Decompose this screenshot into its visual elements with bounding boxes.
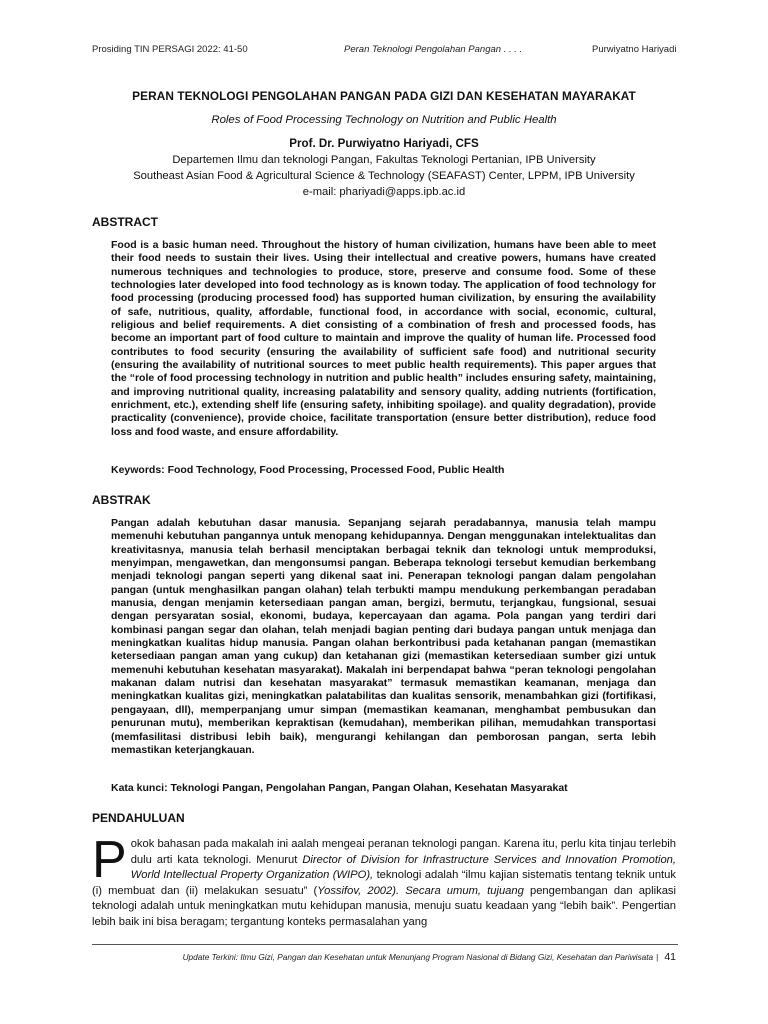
affiliation-1: Departemen Ilmu dan teknologi Pangan, Fakultas Teknologi Pertanian, IPB University xyxy=(172,154,596,166)
author-email: e-mail: phariyadi@apps.ipb.ac.id xyxy=(302,186,466,198)
introduction-heading: PENDAHULUAN xyxy=(92,811,185,825)
footer-text: Update Terkini: Ilmu Gizi, Pangan dan Kesehatan untuk Menunjang Program Nasional di Bidang Gizi, Kesehatan dan Pariwisata xyxy=(182,952,654,962)
author-name: Prof. Dr. Purwiyatno Hariyadi, CFS xyxy=(289,137,479,150)
intro-text-5: pengembangan dan aplikasi teknologi adalah untuk meningkatkan mutu kehidupan manusia, menuju suatu keadaan yang “lebih baik”. Pengertian lebih baik ini bisa beragam; tergantung konteks permasalahan yang xyxy=(92,884,677,928)
intro-text-2: Director of Division for Infrastructure Services and Innovation Promotion, World Intellectual Property Organization (WIPO), xyxy=(130,853,677,882)
paper-subtitle: Roles of Food Processing Technology on Nutrition and Public Health xyxy=(211,114,557,126)
abstrak-keywords: Kata kunci: Teknologi Pangan, Pengolahan Pangan, Pangan Olahan, Kesehatan Masyarakat xyxy=(111,782,568,794)
running-header-middle: Peran Teknologi Pengolahan Pangan . . . . xyxy=(344,44,523,55)
page-number: 41 xyxy=(664,951,676,963)
abstrak-text: Pangan adalah kebutuhan dasar manusia. Sepanjang sejarah peradabannya, manusia telah mampu memenuhi kebutuhan pangannya untuk menopang kehidupannya. Dengan menggunakan intelektualitas dan kreativitasnya, manusia telah berhasil menciptakan berbagai teknik dan teknologi untuk memproduksi, menyimpan, mengawetkan, dan mengonsumsi pangan. Beberapa teknologi tersebut kemudian berkembang menjadi teknologi pangan seperti yang dikenal saat ini. Penerapan teknologi pangan dalam pengolahan pangan (untuk menghasilkan pangan olahan) telah terbukti mampu mendukung perkembangan peradaban manusia, dengan menjamin ketersediaan pangan aman, bergizi, bermutu, terjangkau, fungsional, sesuai dengan persyaratan sosial, ekonomi, budaya, kepercayaan dan agama. Pola pangan yang terdiri dari kombinasi pangan segar dan olahan, telah menjadi bagian penting dari budaya pangan untuk menjaga dan meningkatkan kualitas hidup manusia. Pangan olahan berkontribusi pada ketahanan pangan (memastikan ketersediaan pangan aman yang cukup) dan ketahanan gizi (memastikan ketersediaan sumber gizi untuk memenuhi kebutuhan kesehatan masyarakat). Makalah ini berpendapat bahwa “peran teknologi pengolahan makanan dalam nutrisi dan kesehatan masyarakat” termasuk memastikan keamanan, menjaga dan meningkatkan kualitas gizi, meningkatkan palatabilitas dan kualitas sensorik, menambahkan gizi (fortifikasi, pengayaan, dll), memperpanjang umur simpan (memastikan keamanan, menghambat pembusukan dan penurunan mutu), memberikan kepraktisan (kemudahan), memberikan pilihan, memudahkan transportasi (memfasilitasi distribusi lebih baik), mengurangi kehilangan dan pemborosan pangan, serta lebih memastikan keterjangkauan. xyxy=(111,517,656,756)
running-header-left: Prosiding TIN PERSAGI 2022: 41-50 xyxy=(92,44,248,55)
paper-title: PERAN TEKNOLOGI PENGOLAHAN PANGAN PADA GIZI DAN KESEHATAN MAYARAKAT xyxy=(132,89,636,103)
abstract-heading: ABSTRACT xyxy=(92,215,158,229)
abstract-text: Food is a basic human need. Throughout the history of human civilization, humans have been able to meet their food needs to sustain their lives. Using their intellectual and creative powers, humans have created numerous techniques and technologies to produce, store, preserve and consume food. Some of these technologies later developed into food technology as is known today. The application of food technology for food processing (producing processed food) has supported human civilization, by ensuring the availability of safe, nutritious, quality, affordable, functional food, in accordance with social, economic, cultural, religious and belief requirements. A diet consisting of a combination of fresh and processed foods, has become an important part of food culture to maintain and improve the quality of human life. Processed food contributes to food security (ensuring the availability of sufficient safe food) and nutritional security (ensuring the availability of nutritional sources to meet public health requirements). This paper argues that the “role of food processing technology in nutrition and public health” includes ensuring safety, maintaining, and improving nutritional quality, increasing palatability and sensory quality, adding nutrients (fortification, enrichment, etc.), extending shelf life (ensuring safety, inhibiting spoilage). and quality degradation), provide practicality (convenience), provide choice, facilitate transportation (ensure better distribution), reduce food loss and food waste, and ensure affordability. xyxy=(111,239,656,438)
abstrak-heading: ABSTRAK xyxy=(92,493,151,507)
running-header-right: Purwiyatno Hariyadi xyxy=(592,44,677,55)
affiliation-2: Southeast Asian Food & Agricultural Science & Technology (SEAFAST) Center, LPPM, IPB University xyxy=(133,170,635,182)
intro-text-3: teknologi adalah “ilmu kajian sistematis tentang teknik untuk (i) membuat dan (ii) melakukan sesuatu” ( xyxy=(92,869,676,897)
footer-divider xyxy=(92,944,678,945)
footer-separator: | xyxy=(656,952,659,962)
intro-text-4: Yossifov, 2002). Secara umum, tujuang xyxy=(317,884,524,897)
intro-text-1: okok bahasan pada makalah ini aalah mengeai peranan teknologi pangan. Karena itu, perlu kita tinjau terlebih dulu arti kata teknologi. Menurut xyxy=(130,838,676,866)
abstract-keywords: Keywords: Food Technology, Food Processing, Processed Food, Public Health xyxy=(111,464,505,476)
drop-cap: P xyxy=(92,831,127,889)
introduction-text xyxy=(92,831,677,931)
page-footer xyxy=(183,951,676,963)
